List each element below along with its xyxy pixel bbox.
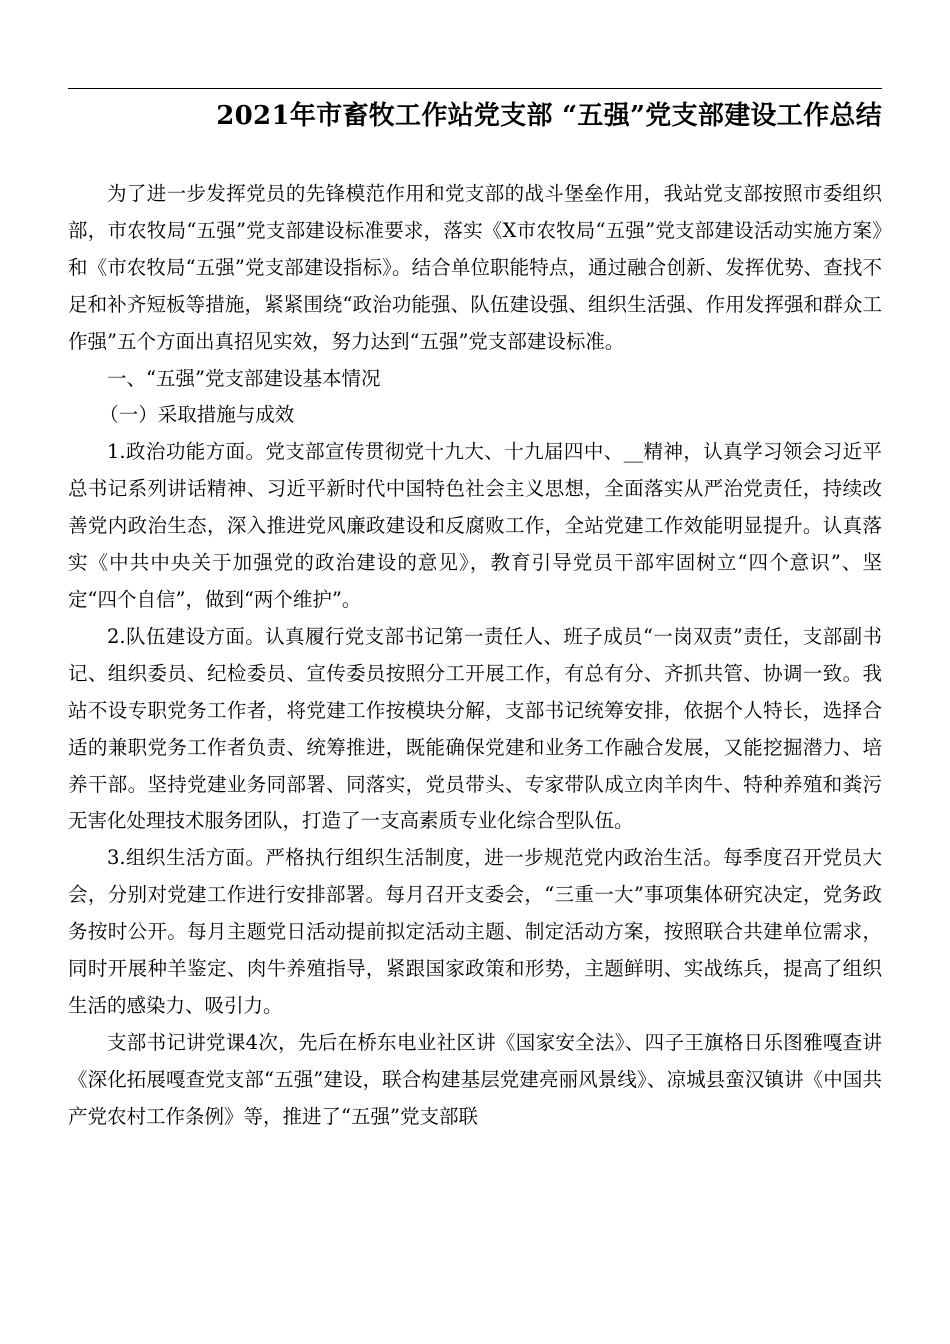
- paragraph-party-lectures: 支部书记讲党课4次，先后在桥东电业社区讲《国家安全法》、四子王旗格日乐图雅嘎查讲《深化拓展嘎查党支部“五强”建设，联合构建基层党建亮丽风景线》、凉城县蛮汉镇讲《中国共产党农村工作条例》等，推进了“五强”党支部联: [68, 1030, 882, 1128]
- paragraph-intro: 为了进一步发挥党员的先锋模范作用和党支部的战斗堡垒作用，我站党支部按照市委组织部，市农牧局“五强”党支部建设标准要求，落实《X市农牧局“五强”党支部建设活动实施方案》和《市农牧局“五强”党支部建设指标》。结合单位职能特点，通过融合创新、发挥优势、查找不足和补齐短板等措施，紧紧围绕“政治功能强、队伍建设强、组织生活强、作用发挥强和群众工作强”五个方面出真招见实效，努力达到“五强”党支部建设标准。: [68, 182, 882, 353]
- header-rule: [68, 88, 882, 89]
- paragraph-team-building: 2.队伍建设方面。认真履行党支部书记第一责任人、班子成员“一岗双责”责任，支部副书记、组织委员、纪检委员、宣传委员按照分工开展工作，有总有分、齐抓共管、协调一致。我站不设专职党务工作者，将党建工作按模块分解，支部书记统筹安排，依据个人特长，选择合适的兼职党务工作者负责、统筹推进，既能确保党建和业务工作融合发展，又能挖掘潜力、培养干部。坚持党建业务同部署、同落实，党员带头、专家带队成立肉羊肉牛、特种养殖和粪污无害化处理技术服务团队，打造了一支高素质专业化综合型队伍。: [68, 624, 882, 833]
- document-title: 2021年市畜牧工作站党支部 “五强”党支部建设工作总结: [216, 101, 882, 131]
- paragraph-organization-life: 3.组织生活方面。严格执行组织生活制度，进一步规范党内政治生活。每季度召开党员大会，分别对党建工作进行安排部署。每月召开支委会，“三重一大”事项集体研究决定，党务政务按时公开。每月主题党日活动提前拟定活动主题、制定活动方案，按照联合共建单位需求，同时开展种羊鉴定、肉牛养殖指导，紧跟国家政策和形势，主题鲜明、实战练兵，提高了组织生活的感染力、吸引力。: [68, 846, 882, 1017]
- section-heading-1: 一、“五强”党支部建设基本情况: [107, 366, 381, 390]
- document-body: [68, 176, 882, 1136]
- subsection-heading-1: （一）采取措施与成效: [99, 403, 295, 427]
- paragraph-political-function: 1.政治功能方面。党支部宣传贯彻党十九大、十九届四中、__精神，认真学习领会习近平总书记系列讲话精神、习近平新时代中国特色社会主义思想，全面落实从严治党责任，持续改善党内政治生态，深入推进党风廉政建设和反腐败工作，全站党建工作效能明显提升。认真落实《中共中央关于加强党的政治建设的意见》，教育引导党员干部牢固树立“四个意识”、坚定“四个自信”，做到“两个维护”。: [68, 440, 882, 611]
